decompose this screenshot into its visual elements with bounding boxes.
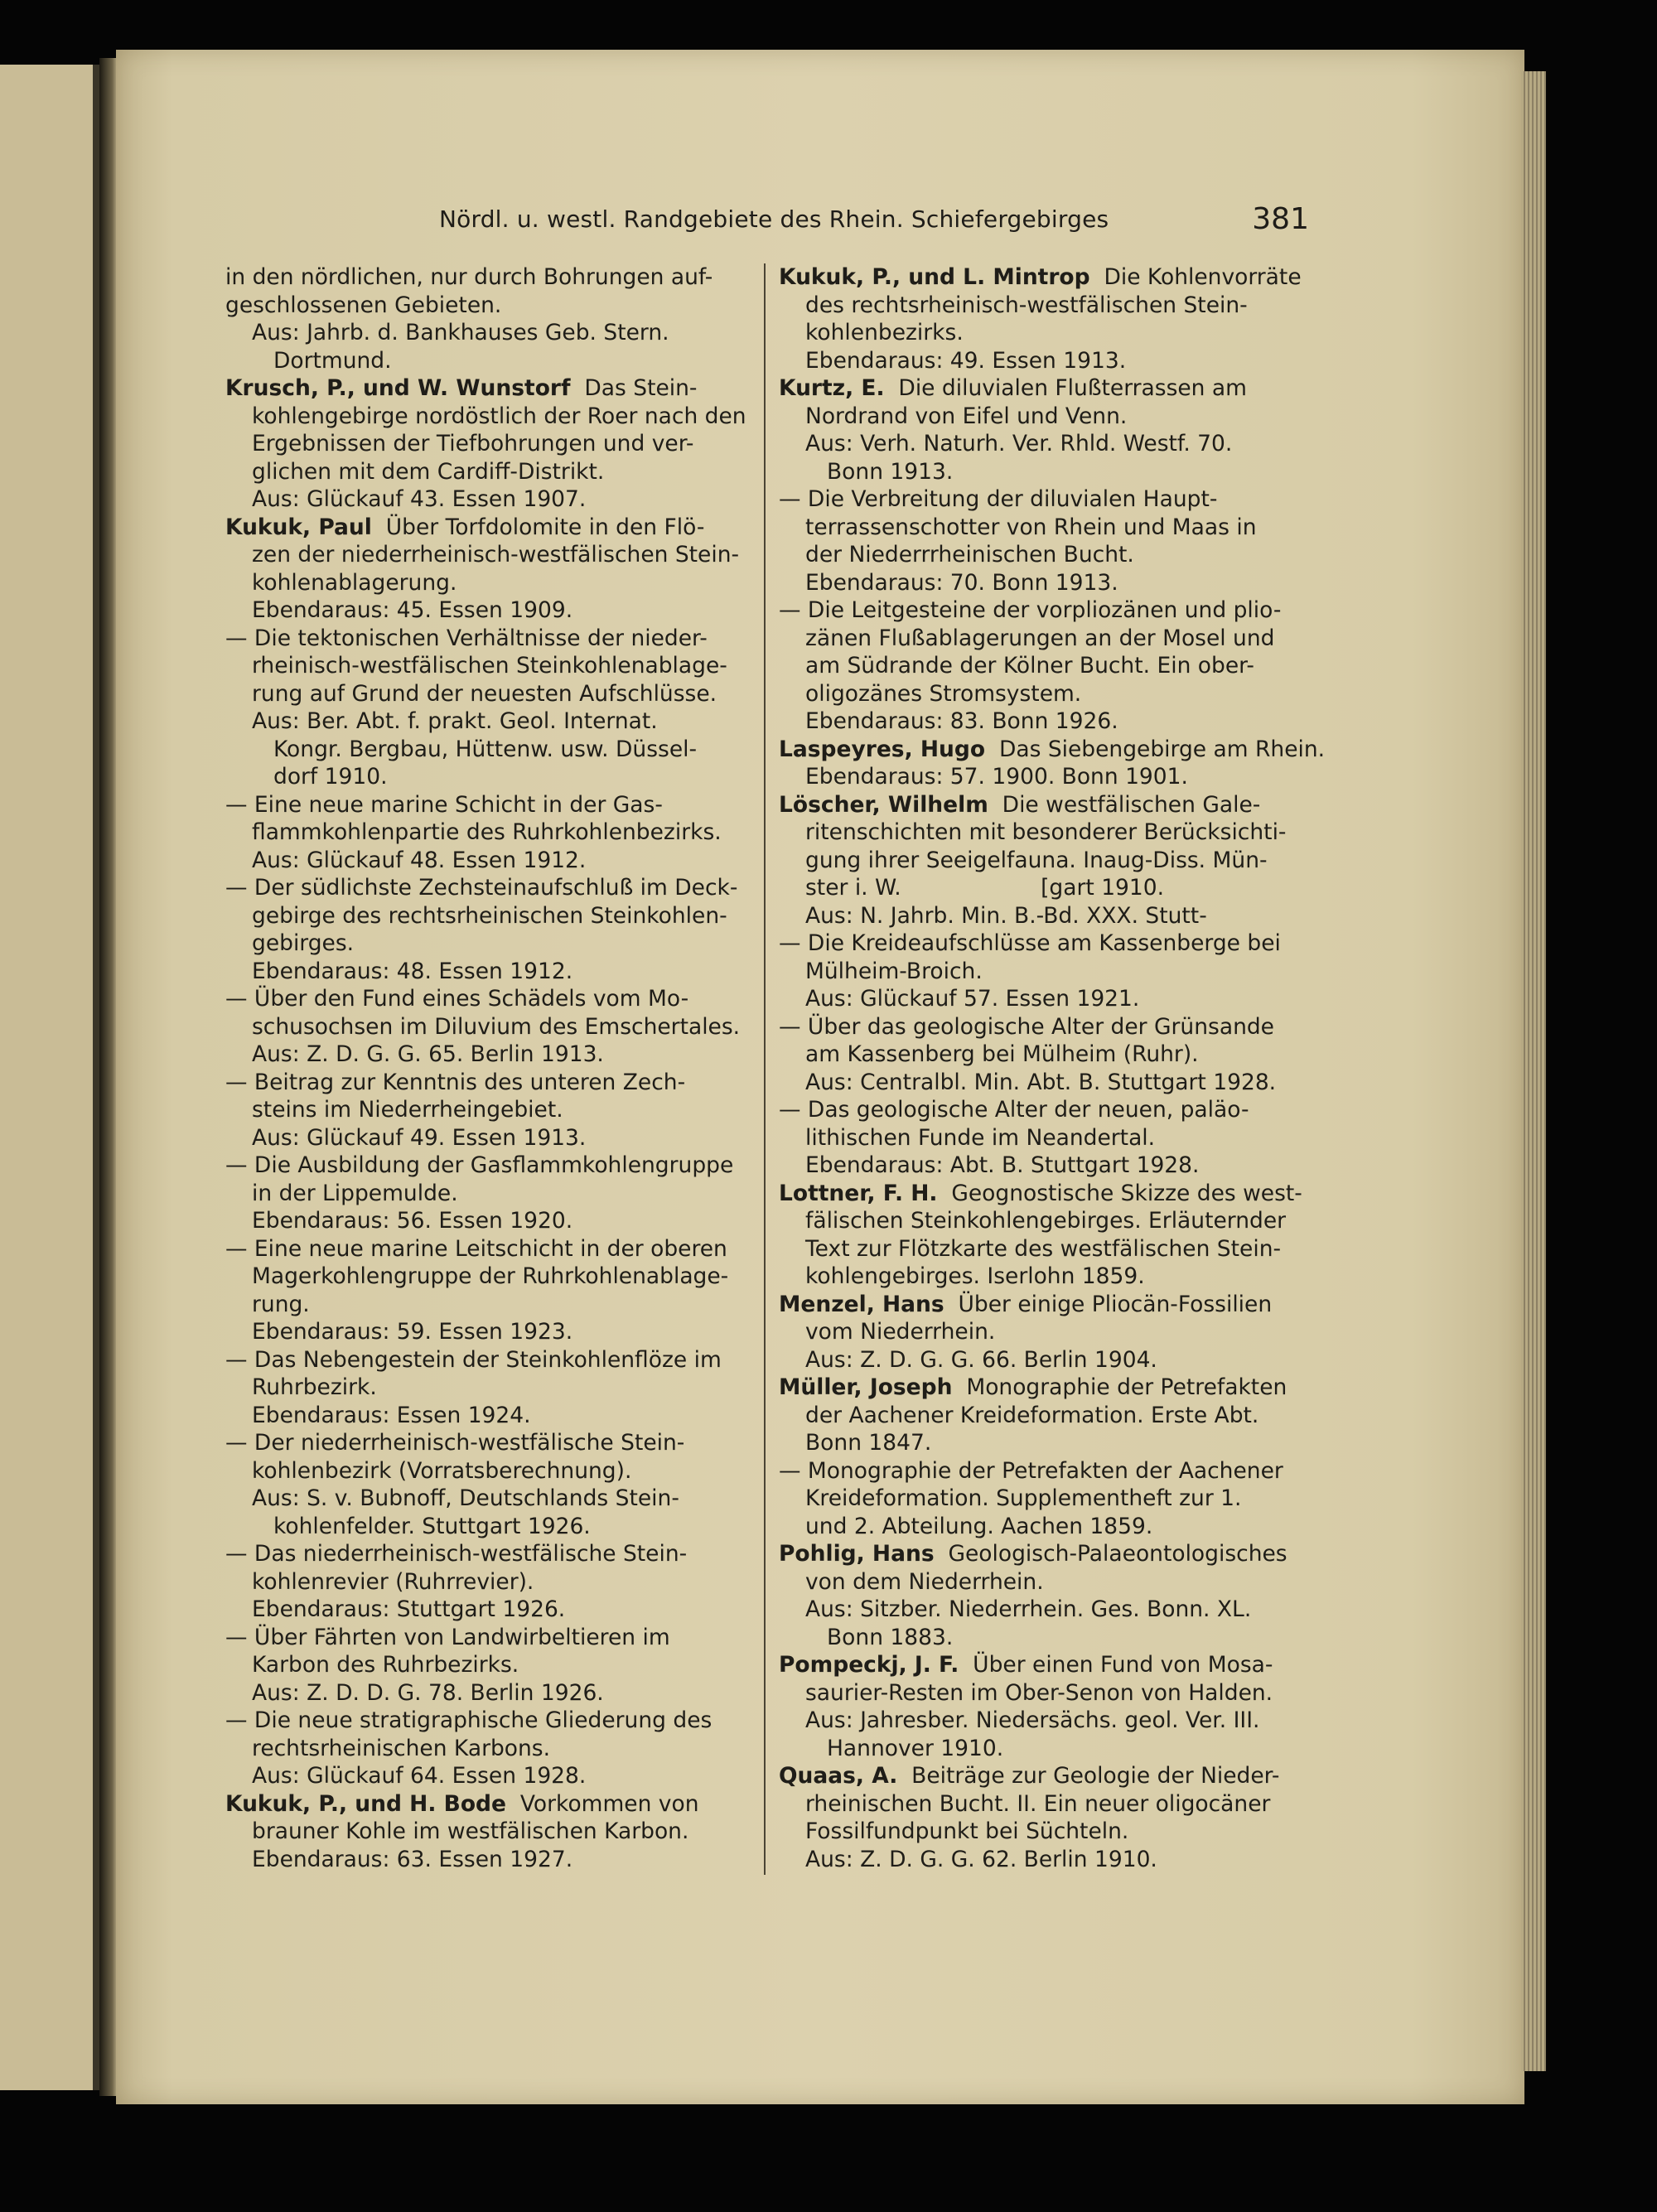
- entry-title-start: Monographie der Petrefakten: [952, 1374, 1287, 1400]
- entry-title-start: Über einige Pliocän-Fossilien: [944, 1291, 1273, 1317]
- entry-ditto-line: — Die Verbreitung der diluvialen Haupt-: [779, 486, 1218, 512]
- entry-continuation-line: rung auf Grund der neuesten Aufschlüsse.: [252, 680, 717, 707]
- entry-continuation-line: Kreideformation. Supplementheft zur 1.: [805, 1485, 1242, 1511]
- entry-continuation-line: Fossilfundpunkt bei Süchteln.: [805, 1818, 1129, 1844]
- entry-source-line: Aus: Z. D. G. G. 62. Berlin 1910.: [805, 1846, 1157, 1872]
- entry-continuation-line: kohlenbezirks.: [805, 320, 964, 345]
- entry-ditto-line: — Die neue stratigraphische Gliederung des: [225, 1707, 713, 1733]
- entry-continuation-line: Text zur Flötzkarte des westfälischen Stein-: [805, 1235, 1282, 1262]
- entry-continuation-line: von dem Niederrhein.: [805, 1568, 1044, 1595]
- entry-title-start: Beiträge zur Geologie der Nieder-: [897, 1763, 1280, 1789]
- entry-continuation-line: Karbon des Ruhrbezirks.: [252, 1652, 519, 1678]
- entry-heading-line: [225, 514, 756, 542]
- entry-ditto-line: — Über Fährten von Landwirbeltieren im: [225, 1624, 670, 1650]
- entry-source-line: Aus: Centralbl. Min. Abt. B. Stuttgart 1928.: [805, 1069, 1277, 1095]
- entry-title-start: Über Torfdolomite in den Flö-: [371, 514, 705, 540]
- author-name: Lottner, F. H.: [779, 1180, 938, 1206]
- entry-source-continuation: Bonn 1883.: [827, 1624, 954, 1650]
- entry-continuation-line: oligozänes Stromsystem.: [805, 680, 1082, 707]
- entry-continuation-line: Nordrand von Eifel und Venn.: [805, 403, 1128, 429]
- entry-source-line: Aus: Glückauf 48. Essen 1912.: [252, 847, 587, 873]
- entry-heading-line: [779, 263, 1309, 292]
- entry-continuation-line: Bonn 1847.: [805, 1430, 932, 1456]
- entry-heading-line: [779, 736, 1326, 764]
- entry-title-start: Das Stein-: [570, 375, 698, 401]
- entry-continuation-line: in der Lippemulde.: [252, 1180, 458, 1206]
- entry-continuation-line: Mülheim-Broich.: [805, 958, 983, 984]
- entry-continuation-line: rheinisch-westfälischen Steinkohlenablage-: [252, 653, 727, 679]
- entry-continuation-line: kohlenablagerung.: [252, 569, 457, 596]
- entry-continuation-line: kohlengebirges. Iserlohn 1859.: [805, 1263, 1145, 1289]
- entry-source-line: Ebendaraus: 70. Bonn 1913.: [805, 569, 1118, 596]
- entry-source-line: Ebendaraus: 49. Essen 1913.: [805, 347, 1127, 374]
- entry-source-line: Aus: Verh. Naturh. Ver. Rhld. Westf. 70.: [805, 431, 1233, 456]
- entry-continuation-line: kohlenbezirk (Vorratsberechnung).: [252, 1457, 632, 1484]
- entry-ditto-line: — Die Leitgesteine der vorpliozänen und plio-: [779, 597, 1282, 623]
- entry-continuation-line: saurier-Resten im Ober-Senon von Halden.: [805, 1679, 1273, 1706]
- entry-source-line: Aus: Glückauf 43. Essen 1907.: [252, 486, 587, 512]
- author-name: Quaas, A.: [779, 1763, 898, 1789]
- entry-source-line: Aus: Glückauf 64. Essen 1928.: [252, 1763, 587, 1789]
- entry-continuation-line: gung ihrer Seeigelfauna. Inaug-Diss. Mün-: [805, 847, 1268, 873]
- author-name: Laspeyres, Hugo: [779, 736, 986, 762]
- entry-continuation-line: gebirge des rechtsrheinischen Steinkohlen-: [252, 902, 727, 929]
- author-name: Löscher, Wilhelm: [779, 791, 988, 818]
- entry-ditto-line: — Der südlichste Zechsteinaufschluß im Deck-: [225, 875, 738, 901]
- entry-source-line: Ebendaraus: Stuttgart 1926.: [252, 1596, 566, 1622]
- author-name: Menzel, Hans: [779, 1291, 944, 1317]
- entry-continuation-line: brauner Kohle im westfälischen Karbon.: [252, 1818, 689, 1844]
- entry-source-line: Aus: Sitzber. Niederrhein. Ges. Bonn. XL.: [805, 1596, 1252, 1622]
- entry-continuation-line: kohlenrevier (Ruhrrevier).: [252, 1568, 534, 1595]
- entry-ditto-line: — Über das geologische Alter der Grünsande: [779, 1013, 1274, 1040]
- column-divider: [764, 263, 766, 1875]
- entry-source-continuation: kohlenfelder. Stuttgart 1926.: [273, 1513, 591, 1539]
- entry-ditto-line: — Beitrag zur Kenntnis des unteren Zech-: [225, 1069, 686, 1095]
- entry-title-start: Das Siebengebirge am Rhein.: [985, 736, 1326, 762]
- entry-continuation-line: rheinischen Bucht. II. Ein neuer oligocäner: [805, 1790, 1271, 1817]
- entry-source-line: Aus: Glückauf 57. Essen 1921.: [805, 986, 1140, 1012]
- entry-continuation-line: schusochsen im Diluvium des Emschertales.: [252, 1013, 741, 1040]
- entry-title-start: Geognostische Skizze des west-: [937, 1180, 1302, 1206]
- entry-continuation-line: glichen mit dem Cardiff-Distrikt.: [252, 458, 605, 485]
- entry-source-line: Ebendaraus: 45. Essen 1909.: [252, 597, 573, 623]
- entry-continuation-line: der Niederrrheinischen Bucht.: [805, 542, 1134, 567]
- entry-continuation-line: und 2. Abteilung. Aachen 1859.: [805, 1513, 1153, 1539]
- left-column: [225, 263, 756, 1873]
- entry-ditto-line: — Monographie der Petrefakten der Aachener: [779, 1457, 1283, 1484]
- entry-ditto-line: — Die Kreideaufschlüsse am Kassenberge bei: [779, 930, 1281, 956]
- entry-heading-line: [779, 1651, 1309, 1679]
- entry-source-line: Aus: Ber. Abt. f. prakt. Geol. Internat.: [252, 708, 658, 734]
- entry-source-line: Aus: S. v. Bubnoff, Deutschlands Stein-: [252, 1485, 679, 1511]
- entry-ditto-line: — Eine neue marine Leitschicht in der oberen: [225, 1235, 727, 1262]
- author-name: Kukuk, P., und L. Mintrop: [779, 264, 1090, 290]
- entry-continuation-line: rung.: [252, 1291, 310, 1317]
- entry-continuation-line: flammkohlenpartie des Ruhrkohlenbezirks.: [252, 819, 722, 845]
- entry-heading-line: [225, 374, 756, 403]
- entry-source-continuation: Hannover 1910.: [827, 1735, 1004, 1761]
- entry-continuation-line: am Südrande der Kölner Bucht. Ein ober-: [805, 653, 1254, 679]
- entry-source-continuation: Kongr. Bergbau, Hüttenw. usw. Düssel-: [273, 736, 698, 762]
- entry-source-line: Aus: Z. D. D. G. 78. Berlin 1926.: [252, 1679, 604, 1706]
- author-name: Kukuk, Paul: [225, 514, 372, 540]
- entry-heading-line: [779, 1374, 1309, 1402]
- entry-ditto-line: — Über den Fund eines Schädels vom Mo-: [225, 986, 689, 1012]
- entry-heading-line: [779, 1180, 1309, 1208]
- entry-continuation-line: gebirges.: [252, 930, 355, 956]
- entry-continuation-line: kohlengebirge nordöstlich der Roer nach den: [252, 403, 746, 429]
- entry-source-continuation: Bonn 1913.: [827, 458, 954, 485]
- entry-continuation-line: der Aachener Kreideformation. Erste Abt.: [805, 1402, 1259, 1428]
- entry-title-start: Vorkommen von: [506, 1790, 699, 1817]
- entry-heading-line: [779, 374, 1309, 403]
- entry-source-line: Aus: N. Jahrb. Min. B.-Bd. XXX. Stutt-: [805, 902, 1207, 929]
- author-name: Kukuk, P., und H. Bode: [225, 1790, 507, 1817]
- author-name: Krusch, P., und W. Wunstorf: [225, 375, 571, 401]
- running-header: [439, 202, 1309, 247]
- entry-source-line: Aus: Glückauf 49. Essen 1913.: [252, 1124, 587, 1151]
- entry-source-line: Aus: Jahresber. Niedersächs. geol. Ver. III.: [805, 1707, 1260, 1733]
- entry-source-continuation: dorf 1910.: [273, 764, 388, 790]
- entry-ditto-line: — Die Ausbildung der Gasflammkohlengruppe: [225, 1152, 734, 1178]
- entry-source-line: Ebendaraus: 83. Bonn 1926.: [805, 708, 1118, 734]
- entry-source-continuation: Dortmund.: [273, 347, 392, 374]
- entry-continuation-line: lithischen Funde im Neandertal.: [805, 1124, 1156, 1151]
- entry-continuation-line: Ergebnissen der Tiefbohrungen und ver-: [252, 431, 694, 456]
- entry-source-line: Ebendaraus: 57. 1900. Bonn 1901.: [805, 764, 1188, 790]
- author-name: Müller, Joseph: [779, 1374, 953, 1400]
- entry-title-start: Die diluvialen Flußterrassen am: [884, 375, 1247, 401]
- entry-heading-line: [779, 791, 1309, 819]
- entry-source-line: Ebendaraus: Abt. B. Stuttgart 1928.: [805, 1152, 1200, 1178]
- entry-continuation-line: vom Niederrhein.: [805, 1319, 996, 1345]
- entry-heading-line: [779, 1291, 1309, 1319]
- page-stack-edges: [1521, 71, 1546, 2071]
- entry-continuation-line: des rechtsrheinisch-westfälischen Stein-: [805, 292, 1248, 318]
- entry-ditto-line: — Das niederrheinisch-westfälische Stein-: [225, 1541, 688, 1567]
- entry-source-line: Ebendaraus: 63. Essen 1927.: [252, 1846, 573, 1872]
- entry-continuation-line: Ruhrbezirk.: [252, 1374, 377, 1400]
- author-name: Pompeckj, J. F.: [779, 1652, 959, 1678]
- entry-title-start: Die westfälischen Gale-: [988, 791, 1261, 818]
- entry-continuation-line: zen der niederrheinisch-westfälischen Stein-: [252, 542, 740, 567]
- entry-heading-line: [779, 1762, 1309, 1790]
- entry-ditto-line: — Das Nebengestein der Steinkohlenflöze im: [225, 1346, 722, 1373]
- entry-continuation-line: steins im Niederrheingebiet.: [252, 1097, 563, 1123]
- entry-continuation-line: am Kassenberg bei Mülheim (Ruhr).: [805, 1041, 1199, 1067]
- entry-ditto-line: — Das geologische Alter der neuen, paläo-: [779, 1097, 1249, 1123]
- book-gutter: [99, 58, 118, 2096]
- entry-source-line: Ebendaraus: 59. Essen 1923.: [252, 1319, 573, 1345]
- entry-title-start: Die Kohlenvorräte: [1089, 264, 1302, 290]
- entry-title-start: Über einen Fund von Mosa-: [959, 1652, 1273, 1678]
- right-column: [779, 263, 1326, 1873]
- running-title: Nördl. u. westl. Randgebiete des Rhein. Schiefergebirges: [439, 205, 1109, 233]
- entry-ditto-line: — Der niederrheinisch-westfälische Stein-: [225, 1430, 685, 1456]
- author-name: Kurtz, E.: [779, 375, 885, 401]
- entry-source-line: Aus: Z. D. G. G. 65. Berlin 1913.: [252, 1041, 604, 1067]
- entry-continuation-line: ster i. W. [gart 1910.: [805, 875, 1165, 901]
- entry-title-start: Geologisch-Palaeontologisches: [934, 1541, 1287, 1567]
- page-number: 381: [1252, 202, 1309, 236]
- entry-source-line: Aus: Z. D. G. G. 66. Berlin 1904.: [805, 1346, 1157, 1373]
- entry-source-line: Ebendaraus: 56. Essen 1920.: [252, 1208, 573, 1234]
- entry-continuation-line: rechtsrheinischen Karbons.: [252, 1735, 551, 1761]
- entry-source-line: Aus: Jahrb. d. Bankhauses Geb. Stern.: [252, 320, 669, 345]
- facing-page-edge: [0, 65, 99, 2090]
- entry-ditto-line: — Die tektonischen Verhältnisse der nieder-: [225, 625, 708, 651]
- entry-source-line: Ebendaraus: 48. Essen 1912.: [252, 958, 573, 984]
- author-name: Pohlig, Hans: [779, 1541, 935, 1567]
- entry-continuation-line: Magerkohlengruppe der Ruhrkohlenablage-: [252, 1263, 729, 1289]
- entry-continuation-line: in den nördlichen, nur durch Bohrungen auf-: [225, 264, 713, 290]
- entry-heading-line: [779, 1540, 1309, 1568]
- entry-continuation-line: geschlossenen Gebieten.: [225, 292, 502, 318]
- entry-continuation-line: fälischen Steinkohlengebirges. Erläuternder: [805, 1208, 1287, 1234]
- entry-continuation-line: ritenschichten mit besonderer Berücksichti-: [805, 819, 1287, 845]
- entry-heading-line: [225, 1790, 756, 1818]
- entry-continuation-line: zänen Flußablagerungen an der Mosel und: [805, 625, 1275, 651]
- entry-continuation-line: terrassenschotter von Rhein und Maas in: [805, 514, 1257, 540]
- entry-source-line: Ebendaraus: Essen 1924.: [252, 1402, 531, 1428]
- entry-ditto-line: — Eine neue marine Schicht in der Gas-: [225, 791, 663, 818]
